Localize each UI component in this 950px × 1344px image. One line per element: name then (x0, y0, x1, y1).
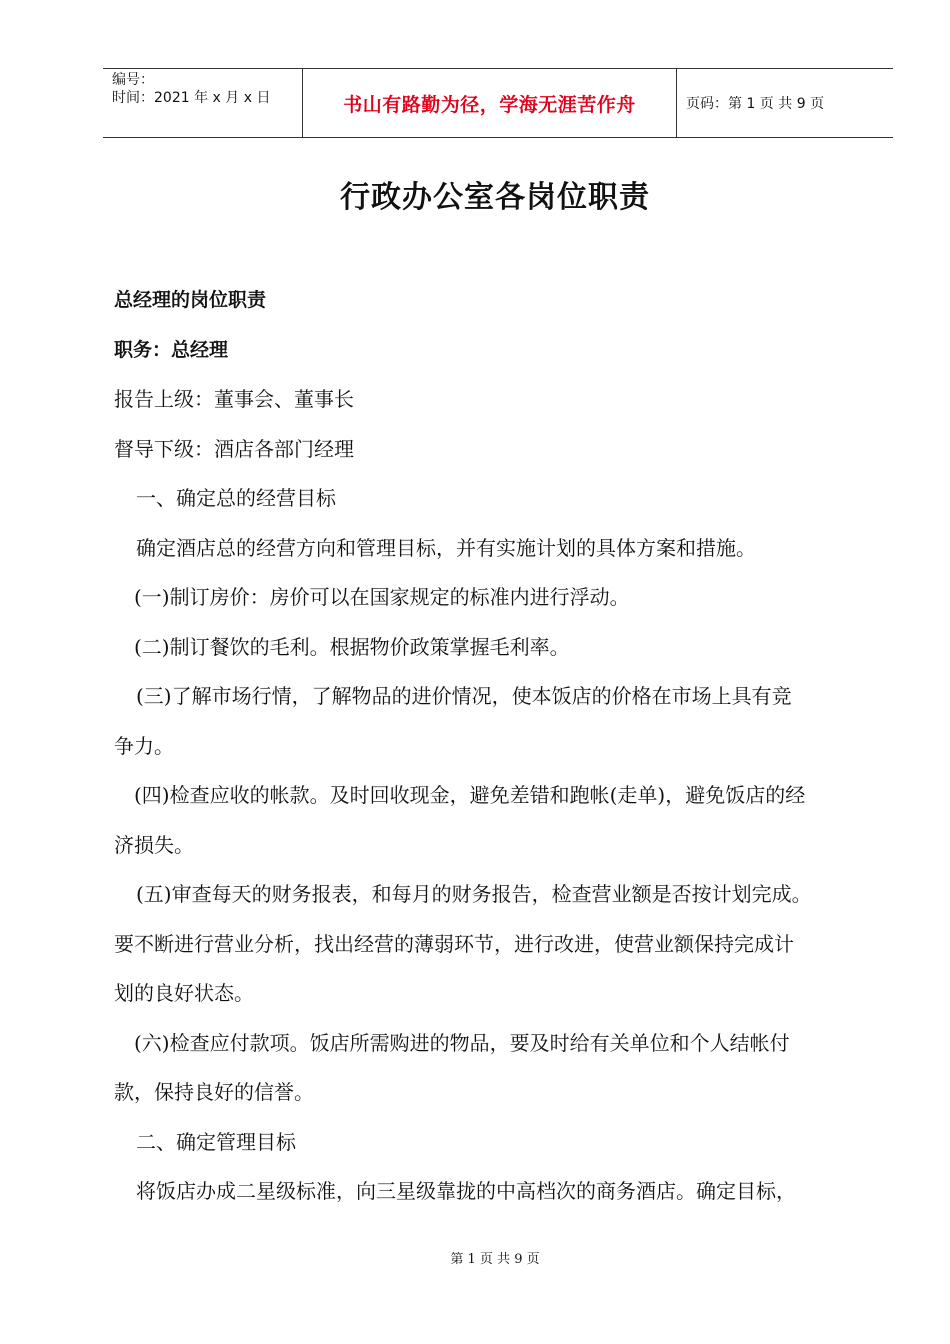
sub-item-2: (二)制订餐饮的毛利。根据物价政策掌握毛利率。 (134, 634, 570, 659)
item1-text: 确定酒店总的经营方向和管理目标，并有实施计划的具体方案和措施。 (136, 535, 756, 560)
sub-item-5-line1: (五)审查每天的财务报表，和每月的财务报告，检查营业额是否按计划完成。 (136, 882, 812, 906)
item1-heading: 一、确定总的经营目标 (136, 486, 336, 510)
document-body (114, 276, 904, 1217)
sub-item-6-line2: 款，保持良好的信誉。 (114, 1080, 314, 1104)
item2-heading: 二、确定管理目标 (136, 1129, 296, 1154)
sub-item-4-line1: (四)检查应收的帐款。及时回收现金，避免差错和跑帐(走单)，避免饭店的经 (134, 783, 806, 807)
section-heading: 总经理的岗位职责 (114, 289, 267, 311)
sub-item-3-line2: 争力。 (114, 733, 174, 758)
header-meta (103, 69, 303, 137)
page-header (103, 68, 893, 138)
item2-text: 将饭店办成二星级标准，向三星级靠拢的中高档次的商务酒店。确定目标， (136, 1179, 796, 1203)
header-page-info: 页码：第 1 页 共 9 页 (686, 96, 825, 112)
page-footer: 第 1 页 共 9 页 (450, 1252, 540, 1267)
sub-item-6-line1: (六)检查应付款项。饭店所需购进的物品，要及时给有关单位和个人结帐付 (134, 1030, 790, 1055)
sub-item-5-line2: 要不断进行营业分析，找出经营的薄弱环节，进行改进，使营业额保持完成计 (114, 931, 794, 956)
header-motto: 书山有路勤为径，学海无涯苦作舟 (303, 69, 677, 137)
sub-item-4-line2: 济损失。 (114, 832, 194, 857)
sub-item-5-line3: 划的良好状态。 (114, 981, 254, 1005)
time-label: 时间：2021 年 x 月 x 日 (112, 90, 271, 106)
supervises-line: 督导下级：酒店各部门经理 (114, 436, 354, 461)
reports-to-line: 报告上级：董事会、董事长 (114, 387, 354, 411)
number-label: 编号： (112, 72, 154, 88)
position-line: 职务：总经理 (114, 338, 229, 361)
sub-item-3-line1: (三)了解市场行情，了解物品的进价情况，使本饭店的价格在市场上具有竞 (136, 684, 792, 708)
sub-item-1: (一)制订房价：房价可以在国家规定的标准内进行浮动。 (134, 585, 630, 609)
document-title: 行政办公室各岗位职责 (340, 180, 650, 215)
